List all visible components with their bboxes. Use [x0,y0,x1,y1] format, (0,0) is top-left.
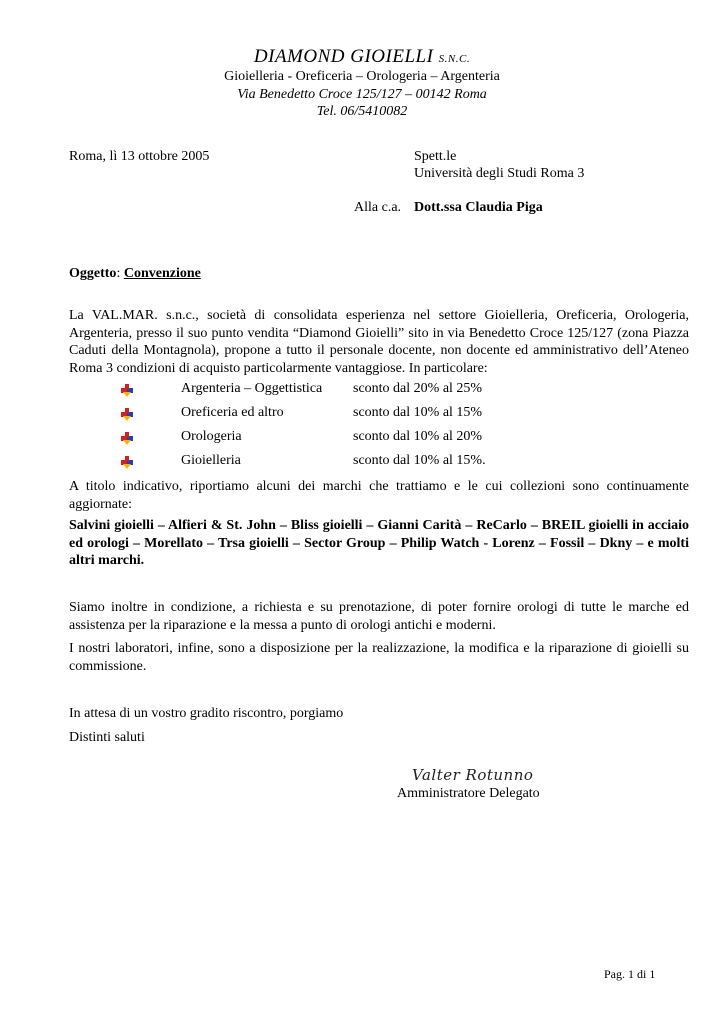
discount-value: sconto dal 10% al 15% [353,405,483,420]
date-line: Roma, lì 13 ottobre 2005 [69,149,210,164]
signature-name: Valter Rotunno [412,766,534,784]
signature-title: Amministratore Delegato [397,786,540,801]
company-name [0,46,724,68]
company-suffix: S.N.C. [438,53,471,65]
recipient-line2: Università degli Studi Roma 3 [414,166,585,181]
arrow-bullet-icon [120,384,134,398]
attention-name: Dott.ssa Claudia Piga [414,200,543,215]
arrow-bullet-icon [120,408,134,422]
discount-category: Orologeria [181,429,242,444]
paragraph-lab: I nostri laboratori, infine, sono a disposizione per la realizzazione, la modifica e la riparazione di gioielli su commissione. [69,641,689,674]
company-name-text: DIAMOND GIOIELLI [253,46,434,67]
subject-separator: : [116,266,121,281]
arrow-bullet-icon [120,432,134,446]
closing-line1: In attesa di un vostro gradito riscontro, porgiamo [69,706,344,721]
recipient-line1: Spett.le [414,149,457,164]
discount-category: Argenteria – Oggettistica [181,381,323,396]
arrow-bullet-icon [120,456,134,470]
discount-category: Oreficeria ed altro [181,405,284,420]
page-number: Pag. 1 di 1 [604,967,656,981]
subject-value: Convenzione [123,266,201,281]
intro-paragraph: La VAL.MAR. s.n.c., società di consolidata esperienza nel settore Gioielleria, Oreficeria, Orologeria, Argenteria, presso il suo punto vendita “Diamond Gioielli” sito in via Benedetto Croce 125/127 (zona Piazza Caduti della Montagnola), propone a tutto il personale docente, non docente ed amministrativo dell’Ateneo Roma 3 condizioni di acquisto particolarmente vantaggiose. In particolare: [69,308,689,376]
company-address: Via Benedetto Croce 125/127 – 00142 Roma [237,87,487,102]
discount-value: sconto dal 20% al 25% [353,381,483,396]
discount-category: Gioielleria [181,453,241,468]
attention-label: Alla c.a. [354,200,402,215]
discount-value: sconto dal 10% al 15%. [353,453,486,468]
closing-line2: Distinti saluti [69,730,145,745]
company-phone: Tel. 06/5410082 [316,104,408,119]
subject-line [69,266,201,282]
paragraph-watches: Siamo inoltre in condizione, a richiesta e su prenotazione, di poter fornire orologi di tutte le marche ed assistenza per la riparazione e la messa a punto di orologi antichi e moderni. [69,600,689,633]
brands-list: Salvini gioielli – Alfieri & St. John – Bliss gioielli – Gianni Carità – ReCarlo – BREIL gioielli in acciaio ed orologi – Morellato – Trsa gioielli – Sector Group – Philip Watch - Lorenz – Fossil – Dkny – e molti altri marchi. [69,518,689,568]
discount-value: sconto dal 10% al 20% [353,429,483,444]
company-activities: Gioielleria - Oreficeria – Orologeria – Argenteria [224,69,500,84]
subject-label: Oggetto [69,266,117,281]
brands-intro: A titolo indicativo, riportiamo alcuni dei marchi che trattiamo e le cui collezioni sono continuamente aggiornate: [69,479,689,512]
